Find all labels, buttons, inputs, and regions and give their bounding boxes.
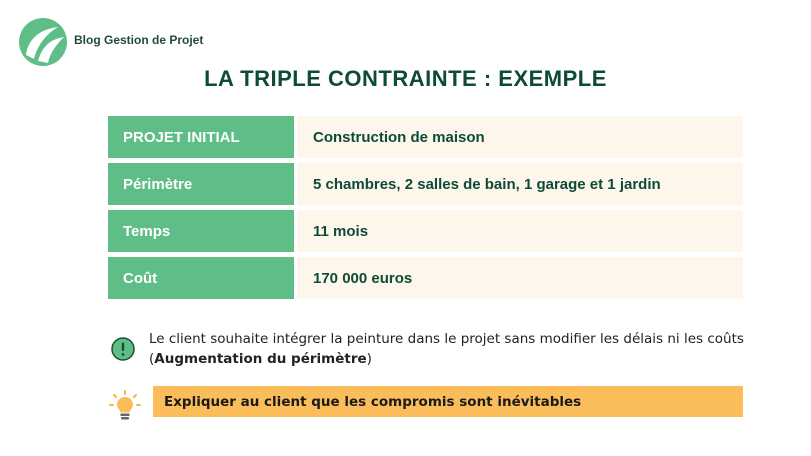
exclamation-icon [111,337,135,361]
row-key-perimetre: Périmètre [108,163,294,205]
table-row [108,163,743,205]
row-key-temps: Temps [108,210,294,252]
table-row [108,210,743,252]
note-text [149,329,749,369]
table-row [108,257,743,299]
row-key-projet: PROJET INITIAL [108,116,294,158]
tip-banner: Expliquer au client que les compromis sont inévitables [153,386,743,417]
row-value-perimetre: 5 chambres, 2 salles de bain, 1 garage et 1 jardin [297,163,743,205]
note-text-bold: Augmentation du périmètre [154,351,367,367]
note-text-before: Le client souhaite intégrer la peinture dans le projet sans modifier les délais ni les coûts ( [149,331,744,367]
brand-name: Blog Gestion de Projet [74,33,204,47]
page-title: LA TRIPLE CONTRAINTE : EXEMPLE [204,66,607,91]
row-key-cout: Coût [108,257,294,299]
note-text-after: ) [366,351,372,367]
lightbulb-icon [108,389,142,423]
row-value-projet: Construction de maison [297,116,743,158]
row-value-temps: 11 mois [297,210,743,252]
constraint-table [108,116,743,304]
row-value-cout: 170 000 euros [297,257,743,299]
leaf-logo-icon [18,17,68,67]
table-row [108,116,743,158]
